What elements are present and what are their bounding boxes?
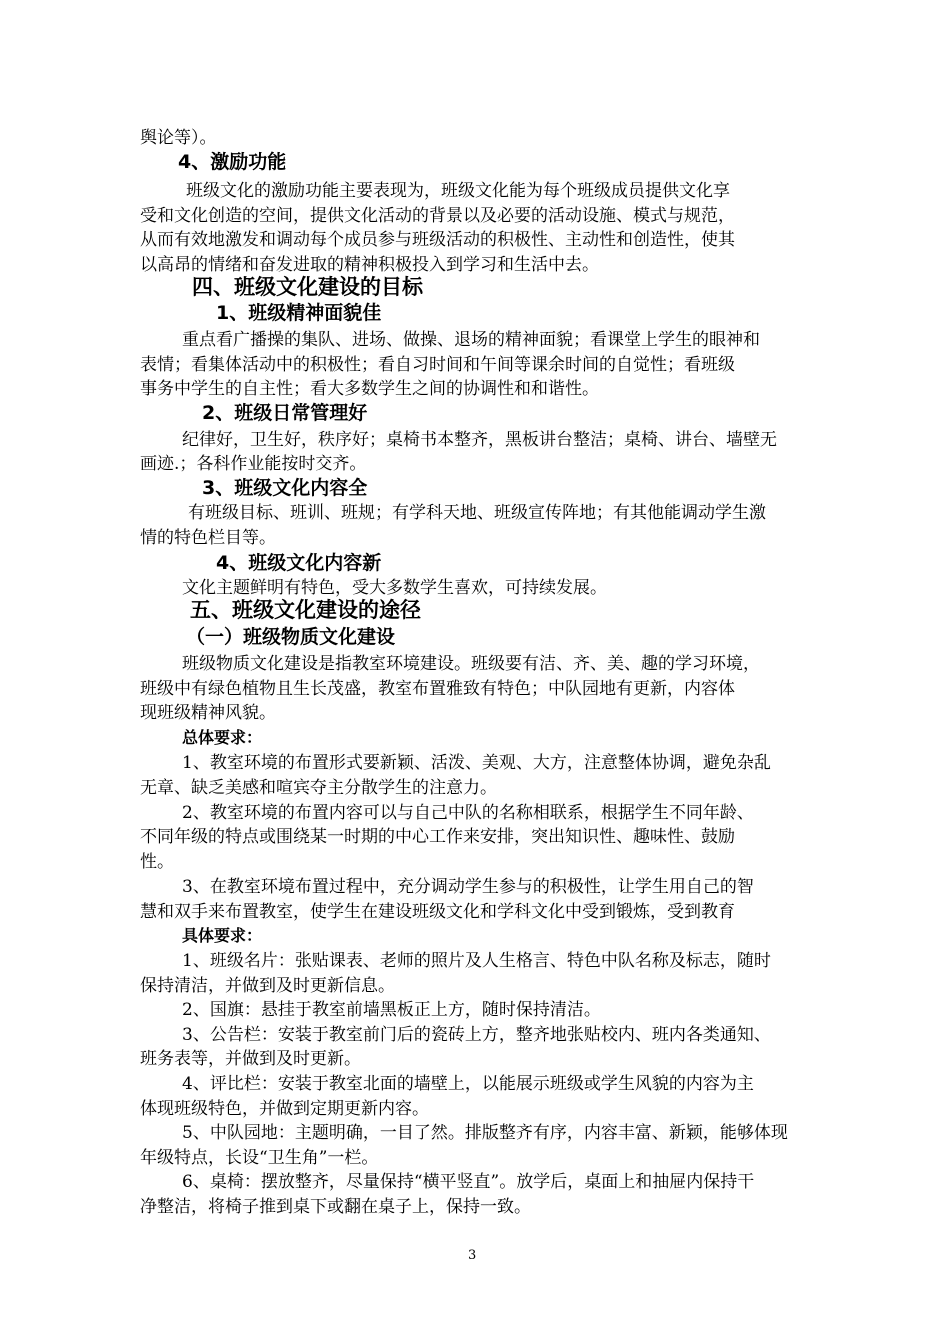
text-line: 年级特点，长设“卫生角”一栏。 bbox=[140, 1148, 379, 1168]
text-line: 体现班级特色，并做到定期更新内容。 bbox=[140, 1099, 429, 1119]
text-line: 舆论等）。 bbox=[140, 128, 217, 148]
text-line: 2、国旗：悬挂于教室前墙黑板正上方，随时保持清洁。 bbox=[182, 1000, 601, 1020]
text-line: 性。 bbox=[140, 852, 174, 872]
text-line: 班级物质文化建设是指教室环境建设。班级要有洁、齐、美、趣的学习环境， bbox=[182, 654, 760, 674]
text-line: 净整洁，将椅子推到桌下或翻在桌子上，保持一致。 bbox=[140, 1197, 531, 1217]
text-line: 现班级精神风貌。 bbox=[140, 703, 276, 723]
section-heading: 四、班级文化建设的目标 bbox=[192, 275, 423, 299]
text-line: 文化主题鲜明有特色，受大多数学生喜欢，可持续发展。 bbox=[182, 578, 607, 598]
page-number: 3 bbox=[468, 1248, 477, 1263]
text-line: 班务表等，并做到及时更新。 bbox=[140, 1049, 361, 1069]
section-heading: 五、班级文化建设的途径 bbox=[190, 598, 421, 622]
text-line: 5、中队园地：主题明确，一目了然。排版整齐有序，内容丰富、新颖，能够体现 bbox=[182, 1123, 788, 1143]
text-line: 6、桌椅：摆放整齐，尽量保持“横平竖直”。放学后，桌面上和抽屉内保持干 bbox=[182, 1172, 755, 1192]
text-line: 1、班级名片：张贴课表、老师的照片及人生格言、特色中队名称及标志，随时 bbox=[182, 951, 771, 971]
subsection-heading: 2、班级日常管理好 bbox=[202, 402, 368, 424]
text-line: 纪律好，卫生好，秩序好；桌椅书本整齐，黑板讲台整洁；桌椅、讲台、墙壁无 bbox=[182, 430, 777, 450]
subsection-heading: （一）班级物质文化建设 bbox=[186, 626, 396, 648]
subsection-heading: 4、班级文化内容新 bbox=[216, 552, 382, 574]
text-line: 不同年级的特点或围绕某一时期的中心工作来安排，突出知识性、趣味性、鼓励 bbox=[140, 827, 735, 847]
text-line: 情的特色栏目等。 bbox=[140, 528, 276, 548]
text-line: 3、公告栏：安装于教室前门后的瓷砖上方，整齐地张贴校内、班内各类通知、 bbox=[182, 1025, 771, 1045]
text-line: 重点看广播操的集队、进场、做操、退场的精神面貌；看课堂上学生的眼神和 bbox=[182, 330, 760, 350]
text-line: 事务中学生的自主性；看大多数学生之间的协调性和和谐性。 bbox=[140, 379, 599, 399]
text-line: 2、教室环境的布置内容可以与自己中队的名称相联系，根据学生不同年龄、 bbox=[182, 803, 754, 823]
text-line: 保持清洁，并做到及时更新信息。 bbox=[140, 976, 395, 996]
text-line: 无章、缺乏美感和喧宾夺主分散学生的注意力。 bbox=[140, 778, 497, 798]
text-line: 班级中有绿色植物且生长茂盛，教室布置雅致有特色；中队园地有更新，内容体 bbox=[140, 679, 735, 699]
subsection-heading: 1、班级精神面貌佳 bbox=[216, 302, 382, 324]
text-line: 表情；看集体活动中的积极性；看自习时间和午间等课余时间的自觉性；看班级 bbox=[140, 355, 735, 375]
text-line: 从而有效地激发和调动每个成员参与班级活动的积极性、主动性和创造性，使其 bbox=[140, 230, 735, 250]
subsection-heading: 4、激励功能 bbox=[178, 151, 287, 173]
text-line: 以高昂的情绪和奋发进取的精神积极投入到学习和生活中去。 bbox=[140, 255, 599, 275]
requirement-heading: 总体要求： bbox=[182, 728, 263, 747]
text-line: 3、在教室环境布置过程中，充分调动学生参与的积极性，让学生用自己的智 bbox=[182, 877, 754, 897]
text-line: 慧和双手来布置教室，使学生在建设班级文化和学科文化中受到锻炼，受到教育 bbox=[140, 902, 735, 922]
text-line: 4、评比栏：安装于教室北面的墙壁上，以能展示班级或学生风貌的内容为主 bbox=[182, 1074, 754, 1094]
text-line: 受和文化创造的空间，提供文化活动的背景以及必要的活动设施、模式与规范， bbox=[140, 206, 735, 226]
subsection-heading: 3、班级文化内容全 bbox=[202, 477, 368, 499]
text-line: 画迹.；各科作业能按时交齐。 bbox=[140, 454, 367, 474]
text-line: 1、教室环境的布置形式要新颖、活泼、美观、大方，注意整体协调，避免杂乱 bbox=[182, 753, 771, 773]
text-line: 班级文化的激励功能主要表现为，班级文化能为每个班级成员提供文化享 bbox=[186, 181, 730, 201]
requirement-heading: 具体要求： bbox=[182, 926, 263, 945]
text-line: 有班级目标、班训、班规；有学科天地、班级宣传阵地；有其他能调动学生激 bbox=[188, 503, 766, 523]
